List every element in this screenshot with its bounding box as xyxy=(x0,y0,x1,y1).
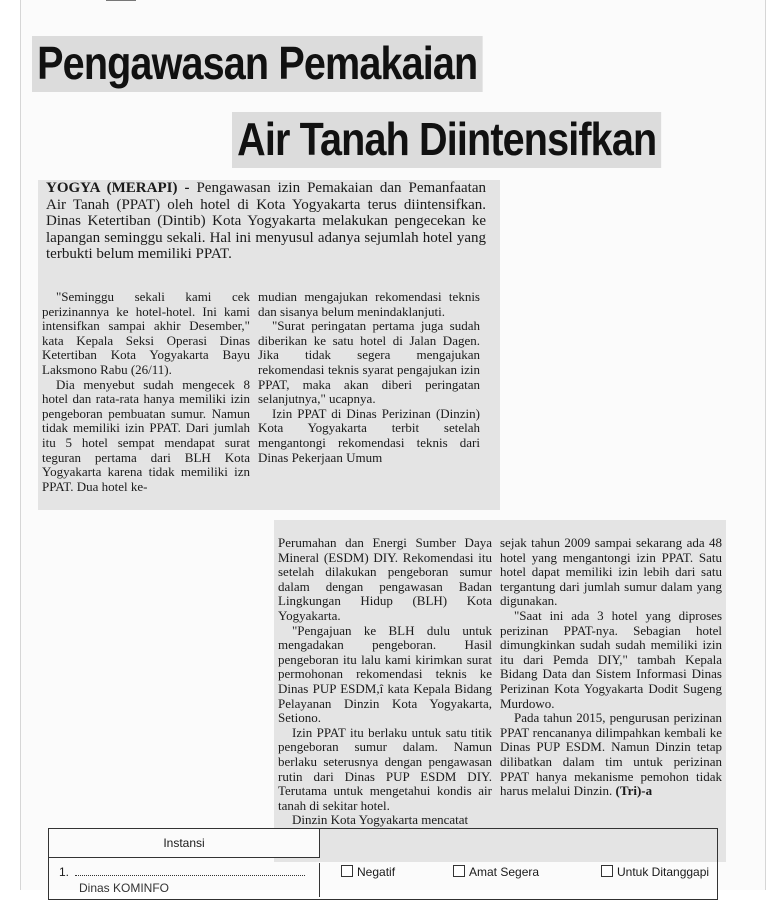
scan-mark xyxy=(106,0,136,5)
option-label: Untuk Ditanggapi xyxy=(617,865,710,879)
paragraph-text: Pada tahun 2015, pengurusan perizinan PPAT rencananya dilimpahkan kembali ke Dinas PUP ESDM. Namun Dinzin tetap dilibatkan dalam tim untuk perizinan PPAT hanya mekanisme pemohon tidak harus melalui Dinzin. xyxy=(500,710,722,799)
option-negatif[interactable] xyxy=(341,863,395,893)
paragraph: "Pengajuan ke BLH dulu untuk mengadakan pengeboran. Hasil pengeboran itu lalu kami kirimkan surat permohonan rekomendasi teknis ke Dinas PUP ESDM,î kata Kepala Bidang Pelayanan Dinzin Kota Yogyakarta, Setiono. xyxy=(278,622,492,726)
disposition-form xyxy=(48,828,718,900)
article-column-2 xyxy=(258,290,480,465)
paragraph: sejak tahun 2009 sampai sekarang ada 48 hotel yang mengantongi izin PPAT. Satu hotel dapat memiliki izin lebih dari satu tergantung dari jumlah sumur dalam yang digunakan. xyxy=(500,535,722,609)
row-number: 1. xyxy=(59,865,70,879)
article-column-3 xyxy=(278,536,492,828)
article-column-1 xyxy=(42,290,250,494)
paragraph: mudian mengajukan rekomendasi teknis dan sisanya belum menindaklanjuti. xyxy=(258,289,480,319)
dateline: YOGYA (MERAPI) - xyxy=(46,180,190,196)
option-label: Amat Segera xyxy=(469,865,540,879)
option-untuk-ditanggapi[interactable] xyxy=(601,863,709,893)
author-signature: (Tri)-a xyxy=(615,783,653,799)
paragraph: "Saat ini ada 3 hotel yang diproses perizinan PPAT-nya. Sebagian hotel dimungkinkan sudah sudah memiliki izin itu dari Pemda DIY," tambah Kepala Bidang Data dan Sistem Informasi Dinas Perizinan Kota Yogyakarta Dodit Sugeng Murdowo. xyxy=(500,607,722,711)
checkbox-icon[interactable] xyxy=(453,865,465,877)
paragraph: Izin PPAT itu berlaku untuk satu titik pengeboran sumur dalam. Namun berlaku seterusnya dengan pengawasan rutin dari Dinas PUP ESDM DIY. Terutama untuk mengetahui kondis air tanah di sekitar hotel. xyxy=(278,724,492,813)
checkbox-icon[interactable] xyxy=(601,865,613,877)
option-label: Negatif xyxy=(357,865,396,879)
paragraph: Izin PPAT di Dinas Perizinan (Dinzin) Kota Yogyakarta terbit setelah mengantongi rekomendasi teknis dari Dinas Pekerjaan Umum xyxy=(258,405,480,465)
checkbox-icon[interactable] xyxy=(341,865,353,877)
headline-line-2: Air Tanah Diintensifkan xyxy=(232,112,661,168)
headline-line-1: Pengawasan Pemakaian xyxy=(32,36,483,92)
form-row xyxy=(49,863,717,893)
lead-paragraph xyxy=(46,180,486,263)
paragraph: "Surat peringatan pertama juga sudah diberikan ke satu hotel di Jalan Dagen. Jika tidak segera mengajukan rekomendasi teknis syarat pengajukan izin PPAT, maka akan diberi peringatan selanjutnya," ucapnya. xyxy=(258,318,480,407)
agency-name: Dinas KOMINFO xyxy=(79,881,170,895)
divider xyxy=(319,863,320,897)
paragraph: Perumahan dan Energi Sumber Daya Mineral (ESDM) DIY. Rekomendasi itu setelah dilakukan pengeboran sumur dalam dengan pengawasan Badan Lingkungan Hidup (BLH) Kota Yogyakarta. xyxy=(278,535,492,623)
dotted-line xyxy=(75,875,305,876)
paragraph: "Seminggu sekali kami cek perizinannya ke hotel-hotel. Ini kami intensifkan sampai akhir Desember," kata Kepala Seksi Operasi Dinas Ketertiban Kota Yogyakarta Bayu Laksmono Rabu (26/11). xyxy=(42,289,250,377)
option-amat-segera[interactable] xyxy=(453,863,539,893)
lead-text: Pengawasan izin Pemakaian dan Pemanfaatan Air Tanah (PPAT) oleh hotel di Kota Yogyakarta terus diintensifkan. Dinas Ketertiban (Dintib) Kota Yogyakarta melakukan pengecekan ke lapangan seminggu sekali. Hal ini menyusul adanya sejumlah hotel yang terbukti belum memiliki PPAT. xyxy=(46,180,486,262)
paragraph: Dinzin Kota Yogyakarta mencatat xyxy=(292,812,469,828)
paragraph xyxy=(500,711,722,799)
article-column-4 xyxy=(500,536,722,799)
paragraph: Dia menyebut sudah mengecek 8 hotel dan rata-rata hanya memiliki izin pengeboran pembuatan sumur. Namun tidak memiliki izin PPAT. Dari jumlah itu 5 hotel sempat mendapat surat teguran pertama dari BLH Kota Yogyakarta karena tidak memiliki izn PPAT. Dua hotel ke- xyxy=(42,376,250,494)
instansi-header: Instansi xyxy=(49,829,320,858)
